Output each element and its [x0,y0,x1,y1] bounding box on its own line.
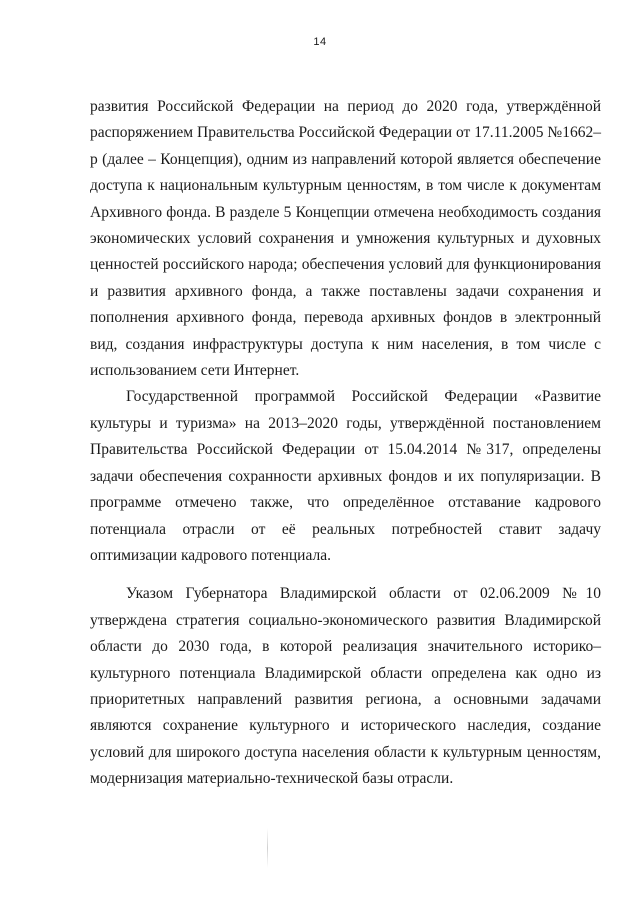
paragraph-state-program: Государственной программой Российской Федерации «Развитие культуры и туризма» на 2013–2020 годы, утверждённой постановлением Правительства Российской Федерации от 15.04.2014 №317, определены задачи обеспечения сохранности архивных фондов и их популяризации. В программе отмечено также, что определённое отставание кадрового потенциала отрасли от её реальных потребностей ставит задачу оптимизации кадрового потенциала. [90,388,601,564]
paragraph-continuation: развития Российской Федерации на период до 2020 года, утверждённой распоряжением Правительства Российской Федерации от 17.11.2005 №1662–р (далее – Концепция), одним из направлений которой является обеспечение доступа к национальным культурным ценностям, в том числе к документам Архивного фонда. В разделе 5 Концепции отмечена необходимость создания экономических условий сохранения и умножения культурных и духовных ценностей российского народа; обеспечения условий для функционирования и развития архивного фонда, а также поставлены задачи сохранения и пополнения архивного фонда, перевода архивных фондов в электронный вид, создания инфраструктуры доступа к ним населения, в том числе с использованием сети Интернет. [90,98,601,380]
scan-artifact-line [267,828,268,868]
body-text [90,94,601,793]
page-number: 14 [313,36,327,48]
paragraph-governor-decree: Указом Губернатора Владимирской области от 02.06.2009 №10 утверждена стратегия социально-экономического развития Владимирской области до 2030 года, в которой реализация значительного историко–культурного потенциала Владимирской области определена как одно из приоритетных направлений развития региона, а основными задачами являются сохранение культурного и исторического наследия, создание условий для широкого доступа населения области к культурным ценностям, модернизация материально-технической базы отрасли. [90,585,601,788]
